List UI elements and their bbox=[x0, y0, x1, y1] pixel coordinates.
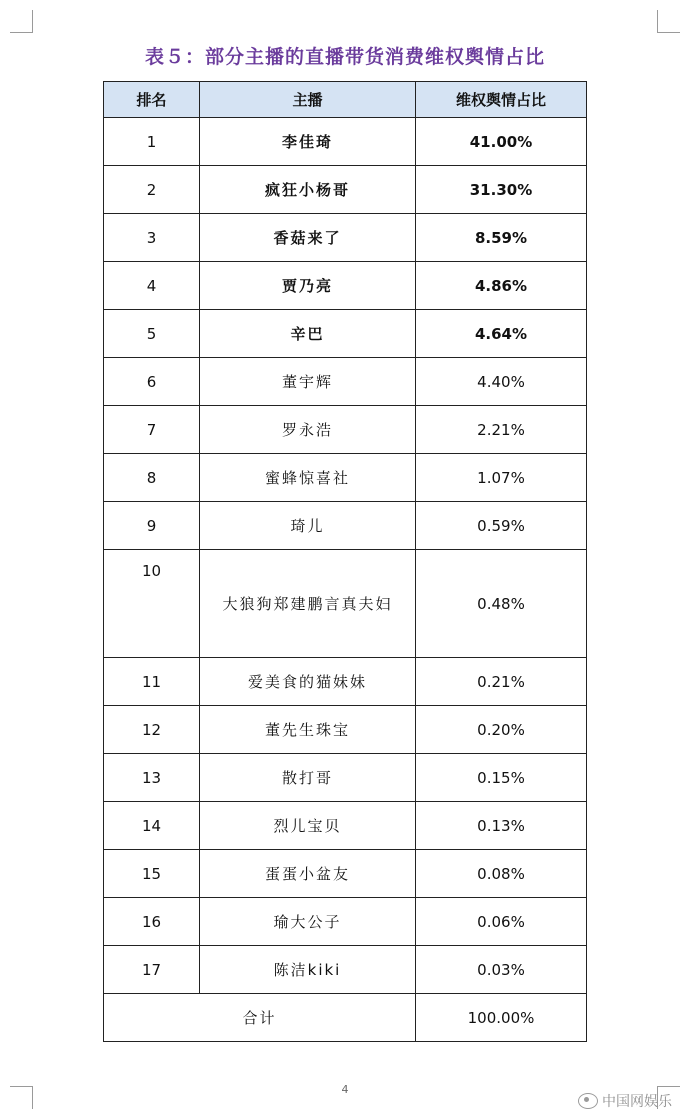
header-rank: 排名 bbox=[104, 82, 200, 118]
rank-cell: 3 bbox=[104, 214, 200, 262]
share-cell: 0.15% bbox=[416, 754, 587, 802]
rank-cell: 15 bbox=[104, 850, 200, 898]
share-cell: 41.00% bbox=[416, 118, 587, 166]
header-streamer: 主播 bbox=[200, 82, 416, 118]
total-label: 合计 bbox=[104, 994, 416, 1042]
rank-cell: 2 bbox=[104, 166, 200, 214]
share-cell: 4.86% bbox=[416, 262, 587, 310]
share-cell: 0.08% bbox=[416, 850, 587, 898]
streamer-cell: 瑜大公子 bbox=[200, 898, 416, 946]
share-cell: 31.30% bbox=[416, 166, 587, 214]
rank-cell: 13 bbox=[104, 754, 200, 802]
watermark-text: 中国网娱乐 bbox=[602, 1094, 672, 1110]
share-cell: 0.48% bbox=[416, 550, 587, 658]
streamer-cell: 罗永浩 bbox=[200, 406, 416, 454]
weibo-icon bbox=[578, 1093, 598, 1109]
share-cell: 0.20% bbox=[416, 706, 587, 754]
rank-cell: 16 bbox=[104, 898, 200, 946]
share-cell: 4.64% bbox=[416, 310, 587, 358]
table-row bbox=[104, 454, 587, 502]
share-cell: 2.21% bbox=[416, 406, 587, 454]
share-cell: 4.40% bbox=[416, 358, 587, 406]
table-row bbox=[104, 358, 587, 406]
rank-cell: 6 bbox=[104, 358, 200, 406]
streamer-cell: 疯狂小杨哥 bbox=[200, 166, 416, 214]
share-cell: 0.21% bbox=[416, 658, 587, 706]
table-row bbox=[104, 754, 587, 802]
table-row bbox=[104, 658, 587, 706]
total-share: 100.00% bbox=[416, 994, 587, 1042]
table-row bbox=[104, 850, 587, 898]
table-row bbox=[104, 166, 587, 214]
streamer-cell: 大狼狗郑建鹏言真夫妇 bbox=[200, 550, 416, 658]
table-header-row bbox=[104, 82, 587, 118]
rank-cell: 11 bbox=[104, 658, 200, 706]
rank-cell: 7 bbox=[104, 406, 200, 454]
table-row bbox=[104, 706, 587, 754]
total-row bbox=[104, 994, 587, 1042]
streamer-cell: 烈儿宝贝 bbox=[200, 802, 416, 850]
streamer-cell: 爱美食的猫妹妹 bbox=[200, 658, 416, 706]
streamer-cell: 辛巴 bbox=[200, 310, 416, 358]
rank-cell: 10 bbox=[104, 550, 200, 658]
rank-cell: 17 bbox=[104, 946, 200, 994]
streamer-cell: 李佳琦 bbox=[200, 118, 416, 166]
share-cell: 8.59% bbox=[416, 214, 587, 262]
rank-cell: 4 bbox=[104, 262, 200, 310]
table-row bbox=[104, 550, 587, 658]
table-row bbox=[104, 898, 587, 946]
rank-cell: 1 bbox=[104, 118, 200, 166]
table-row bbox=[104, 262, 587, 310]
rank-cell: 8 bbox=[104, 454, 200, 502]
page-number: 4 bbox=[341, 1083, 349, 1096]
share-cell: 0.13% bbox=[416, 802, 587, 850]
streamer-cell: 陈洁kiki bbox=[200, 946, 416, 994]
streamer-cell: 贾乃亮 bbox=[200, 262, 416, 310]
streamer-cell: 散打哥 bbox=[200, 754, 416, 802]
share-cell: 0.03% bbox=[416, 946, 587, 994]
streamer-cell: 董先生珠宝 bbox=[200, 706, 416, 754]
rank-cell: 14 bbox=[104, 802, 200, 850]
share-cell: 0.06% bbox=[416, 898, 587, 946]
streamer-cell: 蜜蜂惊喜社 bbox=[200, 454, 416, 502]
table-row bbox=[104, 214, 587, 262]
crop-mark-top-left bbox=[10, 10, 33, 33]
crop-mark-top-right bbox=[657, 10, 680, 33]
streamer-cell: 琦儿 bbox=[200, 502, 416, 550]
rank-cell: 9 bbox=[104, 502, 200, 550]
watermark bbox=[578, 1091, 672, 1111]
table-row bbox=[104, 802, 587, 850]
table-row bbox=[104, 946, 587, 994]
header-share: 维权舆情占比 bbox=[416, 82, 587, 118]
ranking-table bbox=[103, 81, 587, 1042]
table-row bbox=[104, 502, 587, 550]
streamer-cell: 香菇来了 bbox=[200, 214, 416, 262]
rank-cell: 12 bbox=[104, 706, 200, 754]
table-row bbox=[104, 118, 587, 166]
streamer-cell: 董宇辉 bbox=[200, 358, 416, 406]
share-cell: 0.59% bbox=[416, 502, 587, 550]
table-title: 表５：部分主播的直播带货消费维权舆情占比 bbox=[144, 46, 545, 68]
table-row bbox=[104, 406, 587, 454]
table-row bbox=[104, 310, 587, 358]
rank-cell: 5 bbox=[104, 310, 200, 358]
streamer-cell: 蛋蛋小盆友 bbox=[200, 850, 416, 898]
share-cell: 1.07% bbox=[416, 454, 587, 502]
